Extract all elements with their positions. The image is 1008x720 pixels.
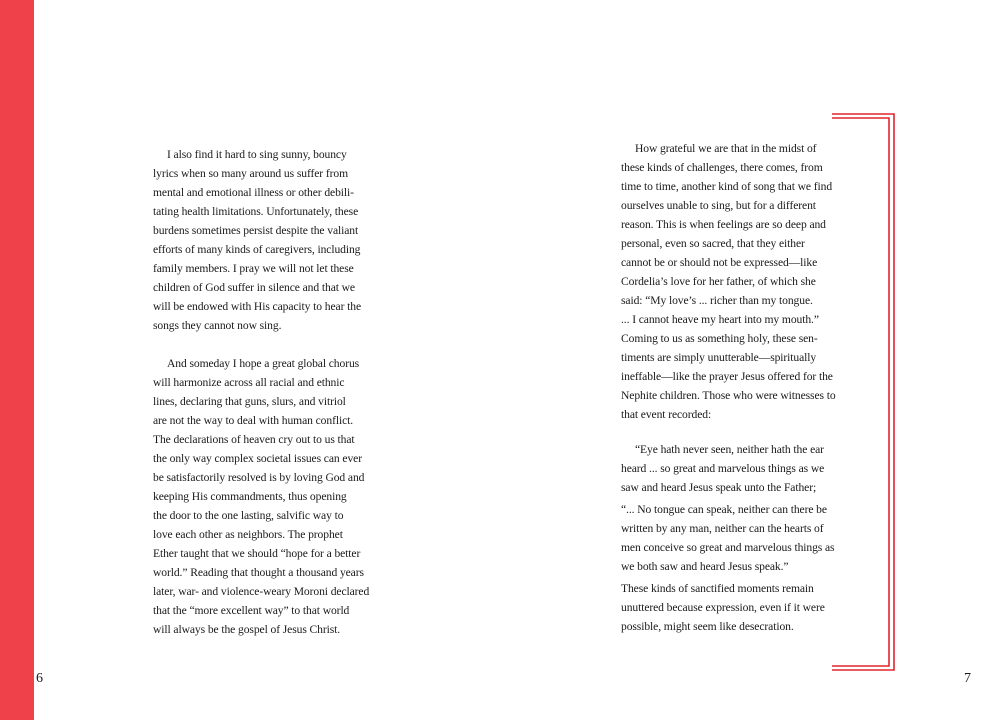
paragraph-gap bbox=[153, 335, 393, 354]
left-page-text bbox=[153, 145, 393, 639]
paragraph bbox=[621, 579, 861, 636]
text-line: songs they cannot now sing. bbox=[153, 319, 282, 332]
text-line: mental and emotional illness or other debili- bbox=[153, 186, 354, 199]
page-number-left: 6 bbox=[36, 671, 43, 686]
decorative-bracket bbox=[832, 113, 895, 671]
text-line: How grateful we are that in the midst of bbox=[635, 142, 817, 155]
text-line: family members. I pray we will not let these bbox=[153, 262, 354, 275]
block-quote bbox=[621, 440, 861, 497]
text-line: I also find it hard to sing sunny, bouncy bbox=[167, 148, 347, 161]
block-quote bbox=[621, 500, 861, 576]
text-line: And someday I hope a great global chorus bbox=[167, 357, 360, 370]
text-line: time to time, another kind of song that we find bbox=[621, 180, 833, 193]
text-line: ourselves unable to sing, but for a different bbox=[621, 199, 816, 212]
text-line: These kinds of sanctified moments remain bbox=[621, 582, 814, 595]
text-line: are not the way to deal with human conflict. bbox=[153, 414, 354, 427]
text-line: love each other as neighbors. The prophet bbox=[153, 528, 343, 541]
text-line: timents are simply unutterable—spiritually bbox=[621, 351, 817, 364]
page-number-right: 7 bbox=[964, 671, 971, 686]
text-line: cannot be or should not be expressed—like bbox=[621, 256, 818, 269]
text-line: Coming to us as something holy, these sen- bbox=[621, 332, 818, 345]
text-line: “Eye hath never seen, neither hath the ear bbox=[635, 443, 824, 456]
text-line: be satisfactorily resolved is by loving God and bbox=[153, 471, 365, 484]
text-line: Cordelia’s love for her father, of which she bbox=[621, 275, 816, 288]
text-line: tating health limitations. Unfortunately, these bbox=[153, 205, 359, 218]
text-line: that event recorded: bbox=[621, 408, 712, 421]
text-line: efforts of many kinds of caregivers, including bbox=[153, 243, 361, 256]
text-line: personal, even so sacred, that they either bbox=[621, 237, 805, 250]
text-line: saw and heard Jesus speak unto the Father; bbox=[621, 481, 817, 494]
text-line: Ether taught that we should “hope for a better bbox=[153, 547, 361, 560]
text-line: these kinds of challenges, there comes, from bbox=[621, 161, 823, 174]
paragraph bbox=[153, 354, 393, 639]
text-line: Nephite children. Those who were witnesses to bbox=[621, 389, 836, 402]
text-line: lines, declaring that guns, slurs, and vitriol bbox=[153, 395, 346, 408]
bracket-inner-line bbox=[832, 118, 889, 666]
text-line: that the “more excellent way” to that world bbox=[153, 604, 350, 617]
right-page-text bbox=[621, 139, 861, 636]
text-line: will harmonize across all racial and ethnic bbox=[153, 376, 345, 389]
text-line: unuttered because expression, even if it were bbox=[621, 601, 825, 614]
page-edge-bar bbox=[0, 0, 34, 720]
text-line: said: “My love’s ... richer than my tongue. bbox=[621, 294, 813, 307]
text-line: we both saw and heard Jesus speak.” bbox=[621, 560, 789, 573]
text-line: will be endowed with His capacity to hear the bbox=[153, 300, 361, 313]
text-line: later, war- and violence-weary Moroni declared bbox=[153, 585, 370, 598]
text-line: keeping His commandments, thus opening bbox=[153, 490, 347, 503]
bracket-outer-line bbox=[832, 114, 894, 670]
text-line: men conceive so great and marvelous things as bbox=[621, 541, 835, 554]
text-line: “... No tongue can speak, neither can there be bbox=[621, 503, 827, 516]
paragraph-gap bbox=[621, 424, 861, 440]
text-line: possible, might seem like desecration. bbox=[621, 620, 794, 633]
paragraph bbox=[621, 139, 861, 424]
text-line: the door to the one lasting, salvific way to bbox=[153, 509, 344, 522]
text-line: lyrics when so many around us suffer from bbox=[153, 167, 348, 180]
text-line: ineffable—like the prayer Jesus offered for the bbox=[621, 370, 833, 383]
text-line: children of God suffer in silence and that we bbox=[153, 281, 355, 294]
text-line: ... I cannot heave my heart into my mouth.” bbox=[621, 313, 819, 326]
text-line: world.” Reading that thought a thousand years bbox=[153, 566, 364, 579]
text-line: reason. This is when feelings are so deep and bbox=[621, 218, 826, 231]
text-line: heard ... so great and marvelous things as we bbox=[621, 462, 825, 475]
text-line: will always be the gospel of Jesus Christ. bbox=[153, 623, 341, 636]
paragraph bbox=[153, 145, 393, 335]
text-line: burdens sometimes persist despite the valiant bbox=[153, 224, 359, 237]
text-line: the only way complex societal issues can ever bbox=[153, 452, 362, 465]
text-line: The declarations of heaven cry out to us that bbox=[153, 433, 355, 446]
text-line: written by any man, neither can the hearts of bbox=[621, 522, 824, 535]
